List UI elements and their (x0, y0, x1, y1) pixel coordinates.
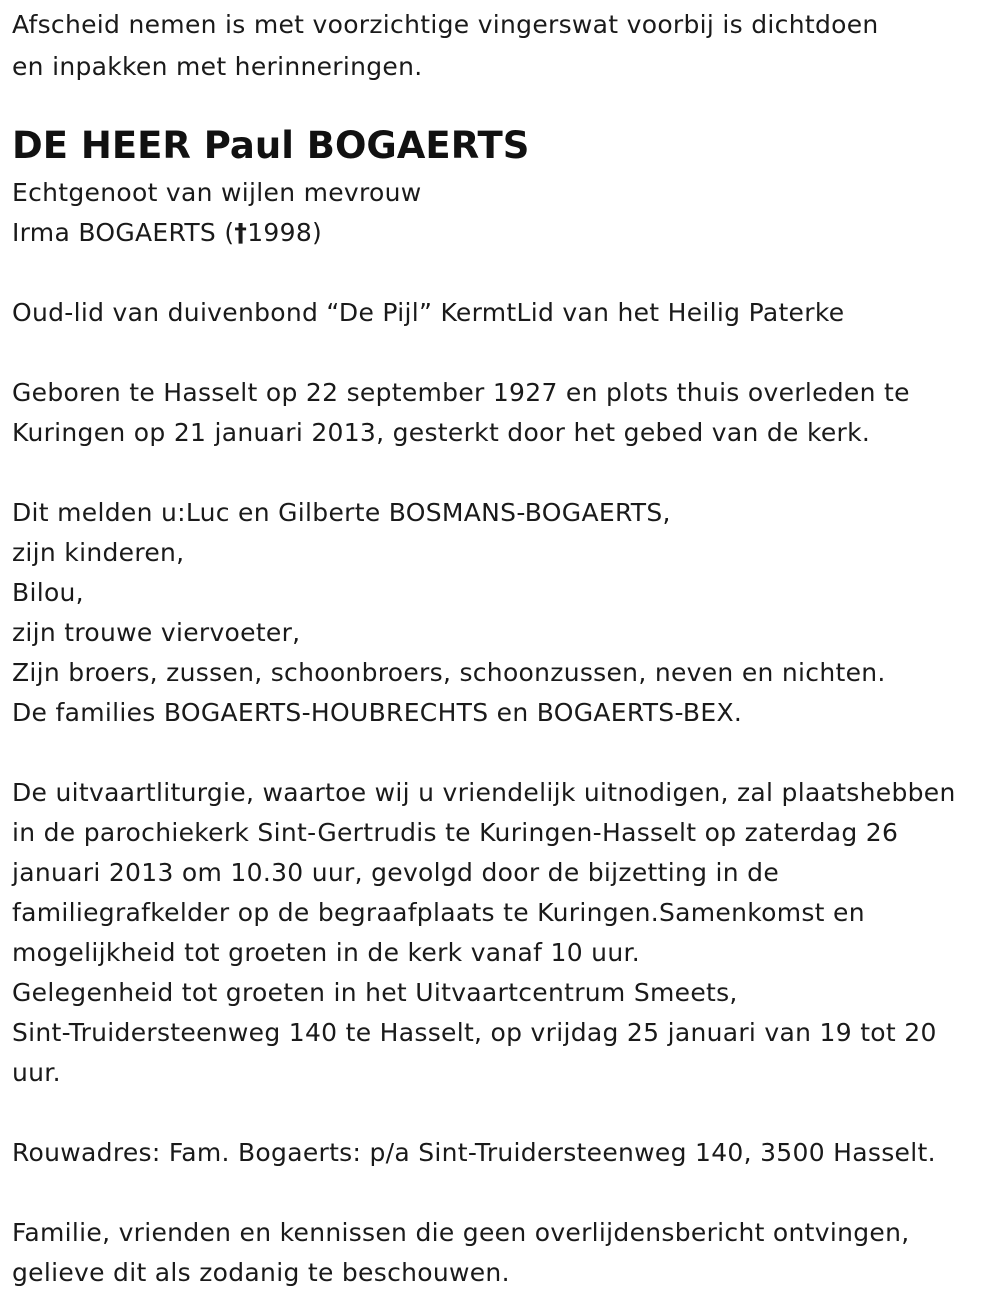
spouse-name-prefix: Irma BOGAERTS ( (12, 218, 235, 247)
spouse-line-2 (12, 218, 322, 248)
funeral-line: Sint-Truidersteenweg 140 te Hasselt, op vrijdag 25 januari van 19 tot 20 (12, 1018, 937, 1047)
funeral-line: Gelegenheid tot groeten in het Uitvaartcentrum Smeets, (12, 978, 738, 1007)
spouse-line-1: Echtgenoot van wijlen mevrouw (12, 178, 422, 207)
membership-text: Oud-lid van duivenbond “De Pijl” KermtLid van het Heilig Paterke (12, 298, 845, 327)
closing-line-2: gelieve dit als zodanig te beschouwen. (12, 1258, 510, 1287)
funeral-line: uur. (12, 1058, 61, 1087)
closing-line-1: Familie, vrienden en kennissen die geen overlijdensbericht ontvingen, (12, 1218, 910, 1247)
announcer-line: zijn trouwe viervoeter, (12, 618, 301, 647)
birth-death-line-1: Geboren te Hasselt op 22 september 1927 en plots thuis overleden te (12, 378, 910, 407)
announcer-line: Zijn broers, zussen, schoonbroers, schoonzussen, neven en nichten. (12, 658, 886, 687)
intro-line-1: Afscheid nemen is met voorzichtige vingerswat voorbij is dichtdoen (12, 10, 879, 39)
birth-death-line-2: Kuringen op 21 januari 2013, gesterkt door het gebed van de kerk. (12, 418, 871, 447)
mourning-address: Rouwadres: Fam. Bogaerts: p/a Sint-Truidersteenweg 140, 3500 Hasselt. (12, 1138, 936, 1167)
announcer-line: Dit melden u:Luc en Gilberte BOSMANS-BOGAERTS, (12, 498, 671, 527)
announcer-line: De families BOGAERTS-HOUBRECHTS en BOGAERTS-BEX. (12, 698, 743, 727)
intro-line-2: en inpakken met herinneringen. (12, 52, 423, 81)
announcer-line: Bilou, (12, 578, 84, 607)
spouse-death-year: 1998) (247, 218, 323, 247)
funeral-line: familiegrafkelder op de begraafplaats te Kuringen.Samenkomst en (12, 898, 865, 927)
deceased-name: DE HEER Paul BOGAERTS (12, 124, 530, 167)
funeral-line: januari 2013 om 10.30 uur, gevolgd door de bijzetting in de (12, 858, 780, 887)
funeral-line: mogelijkheid tot groeten in de kerk vanaf 10 uur. (12, 938, 641, 967)
funeral-line: in de parochiekerk Sint-Gertrudis te Kuringen-Hasselt op zaterdag 26 (12, 818, 899, 847)
announcer-line: zijn kinderen, (12, 538, 185, 567)
cross-icon: † (234, 218, 248, 247)
funeral-line: De uitvaartliturgie, waartoe wij u vriendelijk uitnodigen, zal plaatshebben (12, 778, 956, 807)
